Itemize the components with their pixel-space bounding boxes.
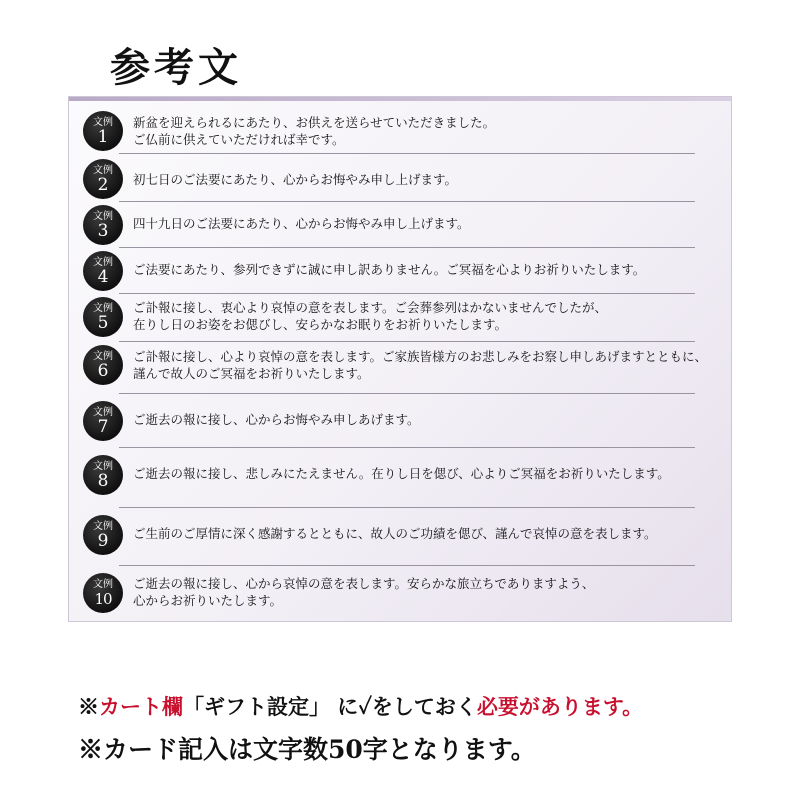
example-text-2: 初七日のご法要にあたり、心からお悔やみ申し上げます。 [133,172,458,187]
example-row-7 [69,395,731,447]
character-limit-note: ※カード記入は文字数50字となります。 [78,735,536,764]
example-number-badge-5: 文例 5 [83,297,123,337]
example-text-8: ご逝去の報に接し、悲しみにたえません。在りし日を偲び、心よりご冥福をお祈りいたします。 [133,466,670,481]
example-number-badge-10: 文例 10 [83,573,123,613]
row-divider [119,393,695,394]
row-divider [119,153,695,154]
example-number-badge-8: 文例 8 [83,455,123,495]
example-row-6 [69,343,731,393]
example-number-badge-4: 文例 4 [83,251,123,291]
examples-panel [68,96,732,622]
example-row-5 [69,295,731,341]
example-text-7: ご逝去の報に接し、心からお悔やみ申しあげます。 [133,412,420,427]
row-divider [119,341,695,342]
example-number-badge-2: 文例 2 [83,159,123,199]
row-divider [119,293,695,294]
example-text-1: 新盆を迎えられるにあたり、お供えを送らせていただきました。 ご仏前に供えていただければ幸です。 [133,115,496,147]
row-divider [119,447,695,448]
example-text-3: 四十九日のご法要にあたり、心からお悔やみ申し上げます。 [133,216,470,231]
example-row-4 [69,249,731,293]
example-number-badge-6: 文例 6 [83,345,123,385]
row-divider [119,247,695,248]
example-number-badge-3: 文例 3 [83,205,123,245]
example-text-5: ご訃報に接し、衷心より哀悼の意を表します。ご会葬参列はかないませんでしたが、 在りし日のお姿をお偲びし、安らかなお眠りをお祈りいたします。 [133,300,608,332]
example-row-2 [69,155,731,199]
example-number-badge-9: 文例 9 [83,515,123,555]
example-text-6: ご訃報に接し、心より哀悼の意を表します。ご家族皆様方のお悲しみをお察し申しあげますとともに、 謹んで故人のご冥福をお祈りいたします。 [133,349,708,381]
page-title: 参考文 [110,44,242,91]
example-number-badge-7: 文例 7 [83,401,123,441]
checkmark-icon: ✓ [358,694,372,719]
row-divider [119,507,695,508]
example-text-4: ご法要にあたり、参列できずに誠に申し訳ありません。ご冥福を心よりお祈りいたします。 [133,262,646,277]
example-row-9 [69,509,731,565]
row-divider [119,201,695,202]
example-row-8 [69,449,731,505]
example-text-10: ご逝去の報に接し、心から哀悼の意を表します。安らかな旅立ちでありますよう、 心からお祈りいたします。 [133,576,595,608]
example-number-badge-1: 文例 1 [83,111,123,151]
gift-setting-note: ※カート欄「ギフト設定」 に✓をしておく必要があります。 [78,694,644,719]
example-row-10 [69,567,731,619]
example-row-3 [69,203,731,245]
example-row-1 [69,107,731,151]
row-divider [119,565,695,566]
example-text-9: ご生前のご厚情に深く感謝するとともに、故人のご功績を偲び、謹んで哀悼の意を表します。 [133,526,657,541]
